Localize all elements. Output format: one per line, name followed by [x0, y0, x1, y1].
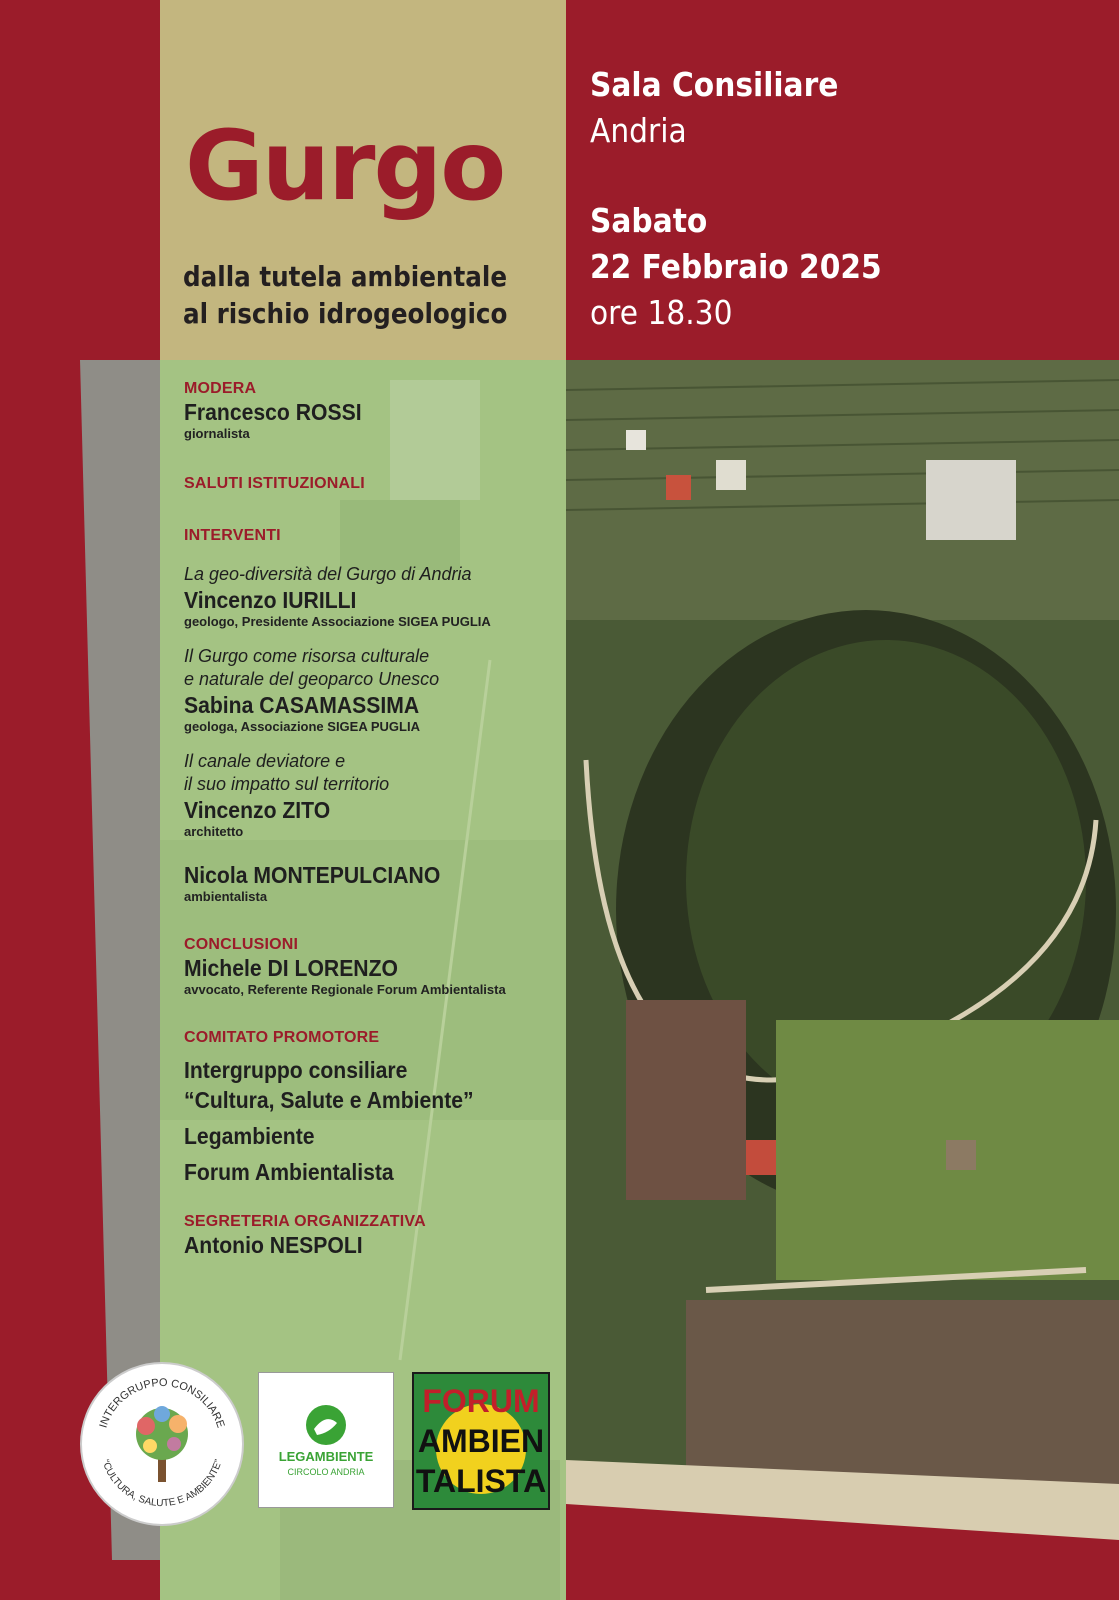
committee-label: COMITATO PROMOTORE [184, 1029, 380, 1046]
talk-3 [184, 750, 564, 839]
date-day: Sabato [590, 201, 708, 240]
talk-4 [184, 861, 564, 904]
committee-line-4: Forum Ambientalista [184, 1159, 394, 1185]
subtitle-line-1: dalla tutela ambientale [183, 260, 508, 293]
intergruppo-bottom-text: “CULTURA, SALUTE E AMBIENTE” [99, 1458, 225, 1510]
talks-label: INTERVENTI [184, 527, 281, 544]
tree-icon [136, 1406, 188, 1482]
talk-topic: Il Gurgo come risorsa culturale [184, 646, 430, 666]
committee-line-1: Intergruppo consiliare [184, 1057, 408, 1083]
date-time: ore 18.30 [590, 293, 733, 332]
secretariat-label: SEGRETERIA ORGANIZZATIVA [184, 1213, 426, 1230]
subtitle-line-2: al rischio idrogeologico [183, 297, 508, 330]
conclusions-label: CONCLUSIONI [184, 936, 299, 953]
forum-line-3: TALISTA [415, 1463, 547, 1499]
moderator-label: MODERA [184, 380, 257, 397]
talk-2 [184, 645, 564, 734]
talk-role: ambientalista [184, 889, 268, 904]
talk-topic-2: il suo impatto sul territorio [184, 774, 390, 794]
secretariat-name: Antonio NESPOLI [184, 1232, 363, 1258]
event-title: Gurgo [185, 110, 505, 222]
moderator-name: Francesco ROSSI [184, 399, 362, 425]
talk-role: geologo, Presidente Associazione SIGEA PUGLIA [184, 614, 491, 629]
program [184, 380, 564, 1259]
venue-city: Andria [590, 111, 687, 150]
event-subtitle [183, 258, 509, 332]
talk-role: architetto [184, 824, 244, 839]
legambiente-logo [258, 1372, 394, 1508]
legambiente-sub: CIRCOLO ANDRIA [287, 1467, 365, 1477]
committee-line-2: “Cultura, Salute e Ambiente” [184, 1087, 474, 1113]
committee-line-3: Legambiente [184, 1123, 315, 1149]
conclusions-name: Michele DI LORENZO [184, 955, 398, 981]
intergruppo-top-text: INTERGRUPPO CONSILIARE [97, 1376, 227, 1430]
intergruppo-logo [80, 1362, 244, 1526]
moderator-role: giornalista [184, 426, 250, 441]
talk-speaker: Sabina CASAMASSIMA [184, 692, 420, 718]
talk-speaker: Nicola MONTEPULCIANO [184, 862, 441, 888]
forum-ambientalista-logo [412, 1372, 550, 1510]
talk-topic-2: e naturale del geoparco Unesco [184, 669, 440, 689]
venue-block [590, 62, 838, 154]
forum-line-1: FORUM [422, 1383, 540, 1419]
aerial-photo [566, 360, 1119, 1500]
venue-name: Sala Consiliare [590, 65, 839, 104]
forum-line-2: AMBIEN [417, 1423, 545, 1459]
date-full: 22 Febbraio 2025 [590, 247, 882, 286]
talk-role: geologa, Associazione SIGEA PUGLIA [184, 719, 420, 734]
talk-speaker: Vincenzo ZITO [184, 797, 331, 823]
date-block [590, 198, 882, 336]
swan-icon [306, 1405, 346, 1445]
talk-topic: Il canale deviatore e [184, 751, 346, 771]
talk-speaker: Vincenzo IURILLI [184, 587, 357, 613]
talk-topic: La geo-diversità del Gurgo di Andria [184, 564, 472, 584]
conclusions-role: avvocato, Referente Regionale Forum Ambientalista [184, 982, 506, 997]
legambiente-name: LEGAMBIENTE [278, 1449, 374, 1464]
talk-1 [184, 563, 564, 629]
greetings-label: SALUTI ISTITUZIONALI [184, 475, 365, 492]
